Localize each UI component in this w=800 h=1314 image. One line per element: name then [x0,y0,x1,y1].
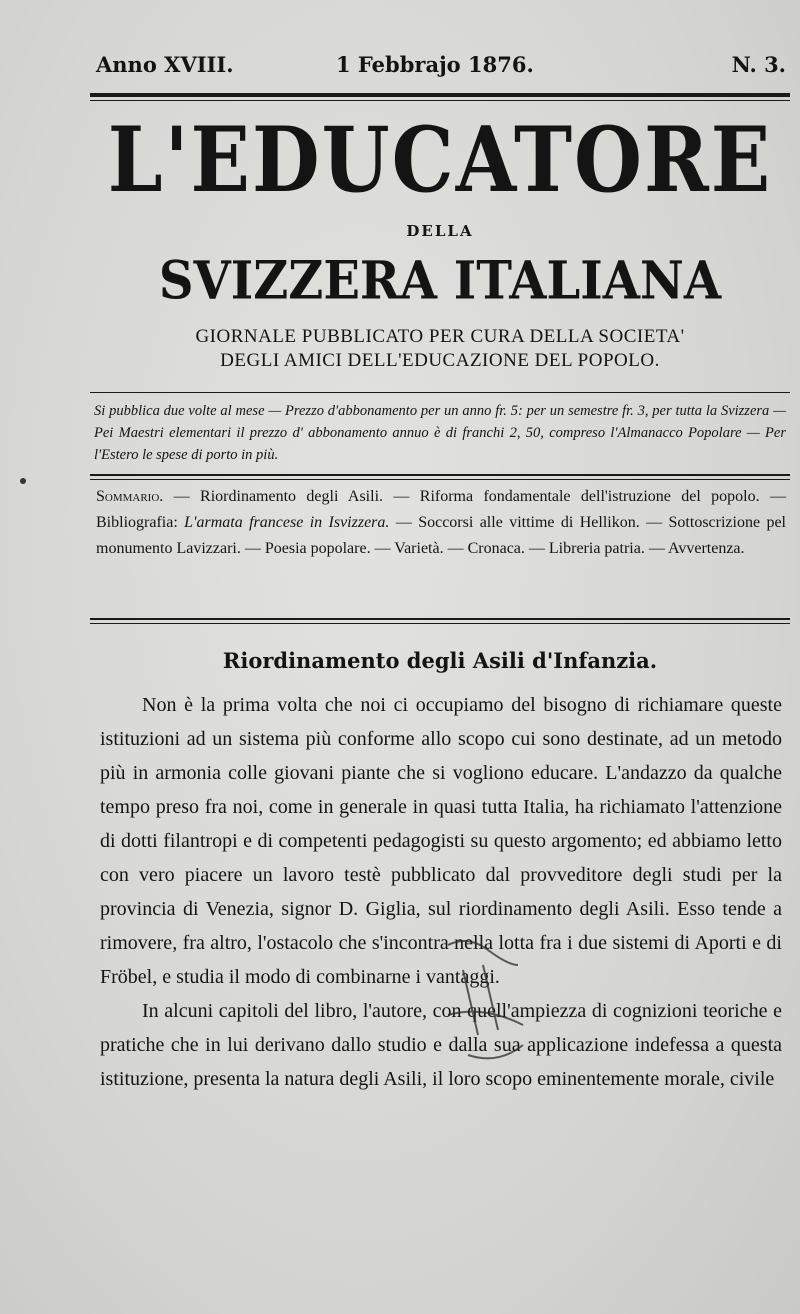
date-label: 1 Febbrajo 1876. [336,52,534,77]
stamp-stroke [463,965,498,1035]
top-rule-thin [90,100,790,101]
top-rule-thick [90,93,790,97]
summary-top-rule [90,474,790,476]
summary-label: Sommario. [96,488,164,505]
newspaper-subtitle-title: SVIZZERA ITALIANA [158,250,722,312]
library-stamp-mark [428,925,538,1075]
ink-dot [20,478,26,484]
newspaper-title: L'EDUCATORE [107,108,773,213]
year-label: Anno XVIII. [96,52,234,77]
terms-top-rule [90,392,790,393]
summary-text-2: — Soccorsi alle vittime di Hellikon. — Sottoscrizione pel monumento Lavizzari. — Poesia popolare. — Varietà. — Cronaca. — Libreria patria. — Avvertenza. [96,514,787,557]
title-della: DELLA [406,222,474,240]
summary-top-rule-thin [90,479,790,480]
masthead-top-line [96,52,786,88]
subtitle-line-1: GIORNALE PUBBLICATO PER CURA DELLA SOCIETA' [195,326,685,347]
issue-number: N. 3. [731,52,786,77]
summary-italic-title: L'armata francese in Isvizzera. [184,514,390,531]
summary-text: — Riordinamento degli Asili. — Riforma fondamentale dell'istruzione del popolo. — Bibliografia: [96,488,786,531]
article-paragraph: Non è la prima volta che noi ci occupiamo del bisogno di richiamare queste istituzioni ad un sistema più conforme allo scopo cui sono destinate, ad un metodo più in armonia colle giovani piante che si vogliono educare. L'andazzo da qualche tempo preso fra noi, come in generale in quasi tutta Italia, ha richiamato l'attenzione di dotti filantropi e di competenti pedagogisti su questo argomento; ed abbiamo letto con vero piacere un lavoro testè pubblicato dal provveditore degli studi per la provincia di Venezia, signor D. Giglia, sul riordinamento degli Asili. Esso tende a rimovere, fra altro, l'ostacolo che s'incontra nella lotta fra i due sistemi di Aporti e di Fröbel, e studia il modo di combinarne i vantaggi. [100,694,782,988]
subscription-terms: Si pubblica due volte al mese — Prezzo d'abbonamento per un anno fr. 5: per un semestre fr. 3, per tutta la Svizzera — Pei Maestri elementari il prezzo d' abbonamento annuo è di franchi 2, 50, compreso l'Almanacco Popolare — Per l'Estero le spese di porto in più. [94,403,786,463]
article-title: Riordinamento degli Asili d'Infanzia. [222,648,658,673]
article-paragraph: In alcuni capitoli del libro, l'autore, con quell'ampiezza di cognizioni teoriche e pratiche che in lui derivano dallo studio e dalla sua applicazione indefessa a questa istituzione, presenta la natura degli Asili, il loro scopo eminentemente morale, civile [100,1000,782,1090]
stamp-stroke [448,941,518,965]
stamp-stroke [448,1012,523,1025]
table-of-contents [96,484,786,562]
article-top-rule [90,618,790,620]
subtitle-line-2: DEGLI AMICI DELL'EDUCAZIONE DEL POPOLO. [220,350,660,371]
article-top-rule-thin [90,623,790,624]
stamp-stroke [468,1045,523,1058]
